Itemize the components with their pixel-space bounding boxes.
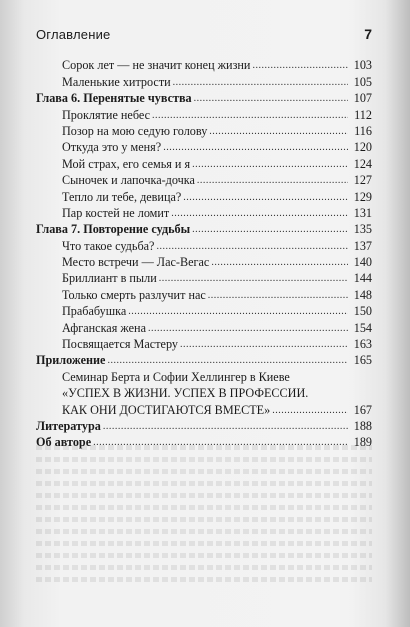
toc-entry-page: 112 (354, 107, 372, 122)
leader-dots (103, 422, 348, 434)
toc-entry-title: Афганская жена (62, 320, 146, 335)
toc-entry (36, 57, 372, 73)
leader-dots (192, 225, 348, 237)
toc-entry (36, 270, 372, 286)
leader-dots (209, 127, 348, 139)
toc-entry-page: 148 (353, 287, 372, 302)
toc-entry-title: Позор на мою седую голову (62, 123, 208, 138)
leader-dots (211, 258, 348, 270)
toc-entry-page: 154 (353, 320, 372, 335)
toc-entry-page: 163 (353, 337, 372, 352)
leader-dots (272, 406, 348, 418)
toc-entry-title: Тепло ли тебе, девица? (62, 189, 182, 204)
toc-entry (36, 401, 372, 417)
leader-dots (148, 324, 348, 336)
toc-entry-page: 124 (353, 156, 372, 171)
leader-dots (180, 340, 348, 352)
toc-entry-page: 116 (354, 123, 372, 138)
toc-entry-title: Посвящается Мастеру (62, 337, 178, 352)
toc-entry (36, 237, 372, 253)
toc-entry-title: Только смерть разлучит нас (62, 287, 206, 302)
leader-dots (192, 160, 348, 172)
toc-entry (36, 73, 372, 89)
toc-entry-title: Бриллиант в пыли (62, 271, 157, 286)
leader-dots (152, 111, 348, 123)
leader-dots (208, 291, 348, 303)
toc-entry-page: 167 (353, 402, 372, 417)
toc-entry-page: 120 (353, 140, 372, 155)
toc-entry-title: Сорок лет — не значит конец жизни (62, 58, 251, 73)
leader-dots (171, 209, 348, 221)
toc-entry (36, 155, 372, 171)
leader-dots (194, 94, 348, 106)
toc-entry (36, 254, 372, 270)
toc-chapter-page: 165 (353, 353, 372, 368)
toc-chapter (36, 221, 372, 237)
leader-dots (252, 61, 348, 73)
toc-entry (36, 106, 372, 122)
leader-dots (93, 438, 348, 450)
toc-chapter-page: 107 (353, 91, 372, 106)
toc-entry-line (36, 368, 372, 384)
toc-entry-title: Семинар Берта и Софии Хеллингер в Киеве (62, 369, 290, 384)
toc-chapter-page: 135 (353, 222, 372, 237)
toc-entry-title: Место встречи — Лас-Вегас (62, 255, 210, 270)
toc-entry-title: Что такое судьба? (62, 238, 155, 253)
toc-entry-page: 150 (353, 304, 372, 319)
toc-entry-title: Сыночек и лапочка-дочка (62, 173, 195, 188)
toc-entry-page: 105 (353, 74, 372, 89)
toc-entry-title: Откуда это у меня? (62, 140, 162, 155)
leader-dots (197, 176, 348, 188)
toc-entry (36, 205, 372, 221)
toc-entry-title: Маленькие хитрости (62, 74, 171, 89)
toc-chapter-page: 189 (353, 435, 372, 450)
toc-chapter (36, 418, 372, 434)
toc-entry-title: КАК ОНИ ДОСТИГАЮТСЯ ВМЕСТЕ» (62, 402, 271, 417)
toc-entry-page: 137 (353, 238, 372, 253)
page-number: 7 (364, 26, 372, 42)
leader-dots (107, 356, 348, 368)
leader-dots (156, 242, 348, 254)
toc-entry (36, 303, 372, 319)
toc-chapter (36, 352, 372, 368)
toc-entry (36, 172, 372, 188)
leader-dots (183, 193, 348, 205)
leader-dots (128, 307, 348, 319)
toc-chapter-title: Об авторе (36, 435, 92, 450)
toc-entry-title: Прабабушка (62, 304, 127, 319)
toc-entry-page: 129 (353, 189, 372, 204)
toc-entry-title: Мой страх, его семья и я (62, 156, 191, 171)
leader-dots (173, 78, 348, 90)
show-through-text (36, 440, 372, 607)
toc-entry-page: 127 (353, 173, 372, 188)
toc-entry (36, 286, 372, 302)
toc-chapter-title: Глава 6. Перенятые чувства (36, 91, 192, 106)
page-header (36, 26, 372, 48)
toc-entry-page: 131 (353, 205, 372, 220)
leader-dots (163, 143, 348, 155)
toc-entry (36, 123, 372, 139)
toc-entry (36, 188, 372, 204)
toc-entry-title: «УСПЕХ В ЖИЗНИ. УСПЕХ В ПРОФЕССИИ. (62, 386, 309, 401)
toc-entry (36, 319, 372, 335)
toc-entry-line (36, 385, 372, 401)
toc-entry-page: 144 (353, 271, 372, 286)
toc-entry-title: Проклятие небес (62, 107, 150, 122)
toc-chapter-title: Глава 7. Повторение судьбы (36, 222, 191, 237)
toc-entry-title: Пар костей не ломит (62, 205, 170, 220)
toc-chapter-page: 188 (353, 418, 372, 433)
table-of-contents (36, 57, 372, 450)
running-head-title: Оглавление (36, 27, 111, 42)
toc-chapter-title: Литература (36, 418, 101, 433)
toc-entry (36, 336, 372, 352)
toc-entry (36, 139, 372, 155)
toc-entry-page: 103 (353, 58, 372, 73)
toc-chapter (36, 434, 372, 450)
leader-dots (159, 274, 348, 286)
toc-chapter (36, 90, 372, 106)
toc-chapter-title: Приложение (36, 353, 106, 368)
toc-entry-page: 140 (353, 255, 372, 270)
